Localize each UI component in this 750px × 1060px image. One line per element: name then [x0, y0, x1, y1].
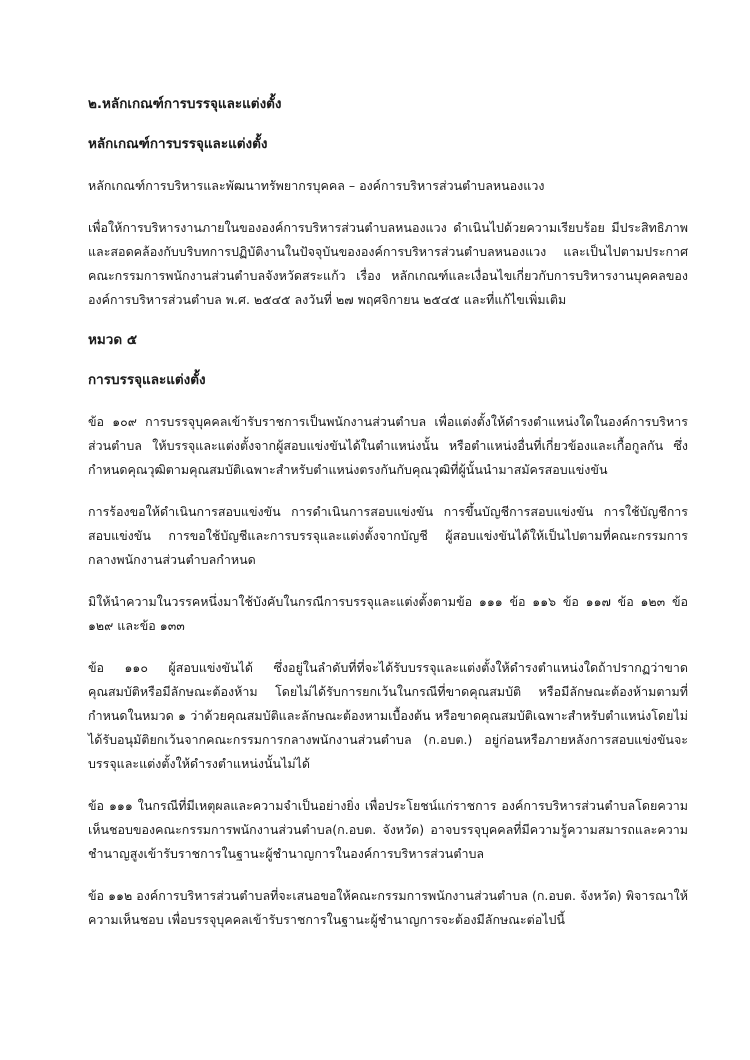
paragraph-exam-procedure: การร้องขอให้ดำเนินการสอบแข่งขัน การดำเนินการสอบแข่งขัน การขึ้นบัญชีการสอบแข่งขัน การใช้บัญชีการสอบแข่งขัน การขอใช้บัญชีและการบรรจุและแต่งตั้งจากบัญชี ผู้สอบแข่งขันได้ให้เป็นไปตามที่คณะกรรมการกลางพนักงานส่วนตำบลกำหนด [88, 504, 688, 567]
intro-paragraph: เพื่อให้การบริหารงานภายในขององค์การบริหารส่วนตำบลหนองแวง ดำเนินไปด้วยความเรียบร้อย มีประสิทธิภาพ และสอดคล้องกับบริบทการปฏิบัติงานในปัจจุบันขององค์การบริหารส่วนตำบลหนองแวง และเป็นไปตามประกาศคณะกรรมการพนักงานส่วนตำบลจังหวัดสระแก้ว เรื่อง หลักเกณฑ์และเงื่อนไขเกี่ยวกับการบริหารงานบุคคลขององค์การบริหารส่วนตำบล พ.ศ. ๒๕๔๕ ลงวันที่ ๒๗ พฤศจิกายน ๒๕๔๕ และที่แก้ไขเพิ่มเติม [88, 220, 688, 307]
paragraph-109: ข้อ ๑๐๙ การบรรจุบุคคลเข้ารับราชการเป็นพนักงานส่วนตำบล เพื่อแต่งตั้งให้ดำรงตำแหน่งใดในองค์การบริหารส่วนตำบล ให้บรรจุและแต่งตั้งจากผู้สอบแข่งขันได้ในตำแหน่งนั้น หรือตำแหน่งอื่นที่เกี่ยวข้องและเกื้อกูลกัน ซึ่งกำหนดคุณวุฒิตามคุณสมบัติเฉพาะสำหรับตำแหน่งตรงกันกับคุณวุฒิที่ผู้นั้นนำมาสมัครสอบแข่งขัน [88, 414, 688, 477]
chapter-heading: หมวด ๕ [88, 332, 138, 348]
paragraph-exception: มิให้นำความในวรรคหนึ่งมาใช้บังคับในกรณีการบรรจุและแต่งตั้งตามข้อ ๑๑๑ ข้อ ๑๑๖ ข้อ ๑๑๗ ข้อ ๑๒๓ ข้อ ๑๒๙ และข้อ ๑๓๓ [88, 594, 688, 633]
paragraph-112: ข้อ ๑๑๒ องค์การบริหารส่วนตำบลที่จะเสนอขอให้คณะกรรมการพนักงานส่วนตำบล (ก.อบต. จังหวัด) พิจารณาให้ความเห็นชอบ เพื่อบรรจุบุคคลเข้ารับราชการในฐานะผู้ชำนาญการจะต้องมีลักษณะต่อไปนี้ [88, 888, 688, 927]
section-title: ๒.หลักเกณฑ์การบรรจุและแต่งตั้ง [88, 96, 282, 112]
paragraph-111: ข้อ ๑๑๑ ในกรณีที่มีเหตุผลและความจำเป็นอย่างยิ่ง เพื่อประโยชน์แก่ราชการ องค์การบริหารส่วนตำบลโดยความเห็นชอบของคณะกรรมการพนักงานส่วนตำบล(ก.อบต. จังหวัด) อาจบรรจุบุคคลที่มีความรู้ความสมารถและความชำนาญสูงเข้ารับราชการในฐานะผู้ชำนาญการในองค์การบริหารส่วนตำบล [88, 798, 688, 861]
document-page [88, 94, 688, 932]
paragraph-110: ข้อ ๑๑๐ ผู้สอบแข่งขันได้ ซึ่งอยู่ในลำดับที่ที่จะได้รับบรรจุและแต่งตั้งให้ดำรงตำแหน่งใดถ้าปรากฏว่าขาดคุณสมบัติหรือมีลักษณะต้องห้าม โดยไม่ได้รับการยกเว้นในกรณีที่ขาดคุณสมบัติ หรือมีลักษณะต้องห้ามตามที่กำหนดในหมวด ๑ ว่าด้วยคุณสมบัติและลักษณะต้องหามเบื้องต้น หรือขาดคุณสมบัติเฉพาะสำหรับตำแหน่งโดยไม่ได้รับอนุมัติยกเว้นจากคณะกรรมการกลางพนักงานส่วนตำบล (ก.อบต.) อยู่ก่อนหรือภายหลังการสอบแข่งขันจะบรรจุและแต่งตั้งให้ดำรงตำแหน่งนั้นไม่ได้ [88, 660, 688, 771]
chapter-title: การบรรจุและแต่งตั้ง [88, 372, 206, 388]
intro-line: หลักเกณฑ์การบริหารและพัฒนาทรัพยากรบุคคล – องค์การบริหารส่วนตำบลหนองแวง [88, 178, 545, 193]
subtitle: หลักเกณฑ์การบรรจุและแต่งตั้ง [88, 136, 268, 152]
